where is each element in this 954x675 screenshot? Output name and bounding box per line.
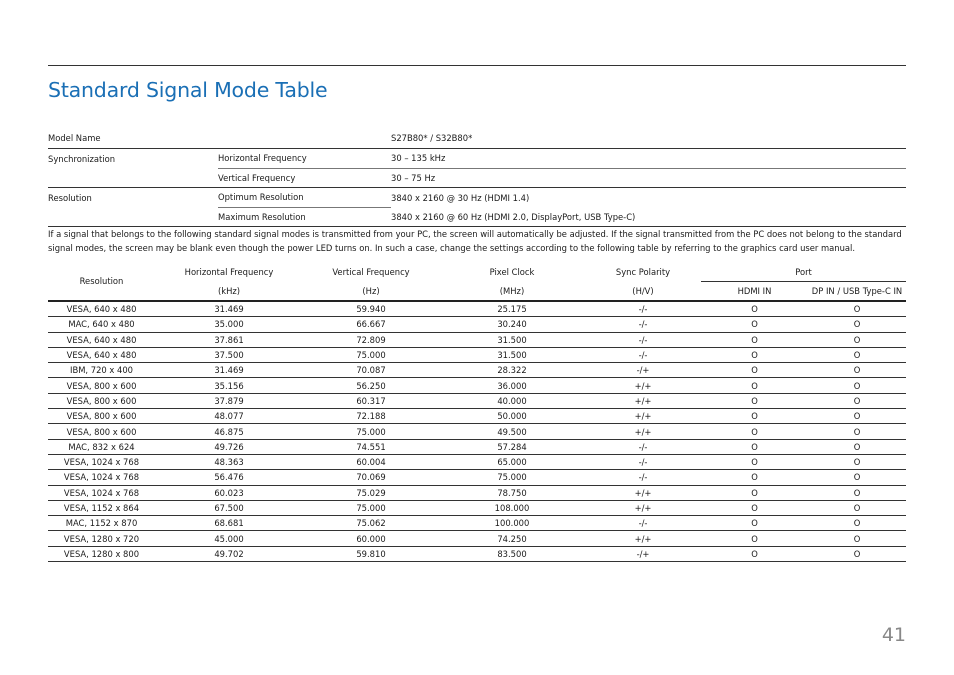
mode-rows [48,301,906,562]
resolution-cell: MAC, 832 x 624 [48,439,155,454]
sync-cell: -/- [585,332,701,347]
pixel-clock-cell: 83.500 [439,546,585,561]
hdmi-cell: O [701,485,808,500]
dp-cell: O [808,363,906,378]
h-freq-cell: 37.500 [155,347,303,362]
header-h-freq: Horizontal Frequency [184,266,274,277]
pixel-clock-cell: 50.000 [439,409,585,424]
h-freq-cell: 35.000 [155,317,303,332]
sync-cell: -/- [585,439,701,454]
dp-cell: O [808,546,906,561]
v-freq-cell: 59.940 [303,301,439,317]
table-row [48,332,906,347]
pixel-clock-cell: 40.000 [439,393,585,408]
pixel-clock-cell: 75.000 [439,470,585,485]
resolution-spacer [48,207,218,226]
pixel-clock-cell: 31.500 [439,347,585,362]
header-pixel-clock: Pixel Clock [489,266,535,277]
table-row [48,393,906,408]
table-row [48,470,906,485]
dp-cell: O [808,424,906,439]
dp-cell: O [808,332,906,347]
hdmi-cell: O [701,500,808,515]
sync-cell: -/- [585,317,701,332]
sync-cell: -/- [585,516,701,531]
header-sync-unit: (H/V) [632,285,654,296]
v-freq-cell: 74.551 [303,439,439,454]
sync-cell: +/+ [585,485,701,500]
hdmi-cell: O [701,378,808,393]
hdmi-cell: O [701,454,808,469]
table-row [48,500,906,515]
table-row [48,439,906,454]
v-freq-cell: 72.188 [303,409,439,424]
table-row [48,409,906,424]
pixel-clock-cell: 30.240 [439,317,585,332]
h-freq-row [48,149,906,169]
dp-cell: O [808,439,906,454]
table-row [48,347,906,362]
sync-cell: +/+ [585,378,701,393]
table-row [48,301,906,317]
v-freq-cell: 60.000 [303,531,439,546]
resolution-cell: VESA, 800 x 600 [48,378,155,393]
h-freq-cell: 48.077 [155,409,303,424]
resolution-cell: VESA, 1024 x 768 [48,454,155,469]
table-row [48,531,906,546]
dp-cell: O [808,516,906,531]
maximum-row [48,207,906,226]
h-freq-cell: 37.861 [155,332,303,347]
table-row [48,485,906,500]
signal-note: If a signal that belongs to the following standard signal modes is transmitted from your PC, the screen will automatically be adjusted. If the signal transmitted from the PC does not belong to the standard signal modes, the screen may be blank even though the power LED turns on. In such a case, change the settings according to the following table by referring to the graphics card user manual. [48,229,902,253]
dp-cell: O [808,500,906,515]
v-freq-label: Vertical Frequency [218,168,391,188]
pixel-clock-cell: 31.500 [439,332,585,347]
model-name-value: S27B80* / S32B80* [391,128,906,149]
model-name-spacer [218,128,391,149]
dp-cell: O [808,317,906,332]
header-h-freq-unit: (kHz) [217,285,241,296]
sync-cell: +/+ [585,393,701,408]
h-freq-cell: 45.000 [155,531,303,546]
h-freq-cell: 31.469 [155,301,303,317]
resolution-label: Resolution [48,192,92,203]
sync-cell: -/+ [585,546,701,561]
resolution-cell: VESA, 800 x 600 [48,393,155,408]
table-row [48,424,906,439]
v-freq-cell: 56.250 [303,378,439,393]
table-row [48,516,906,531]
sync-cell: +/+ [585,409,701,424]
pixel-clock-cell: 36.000 [439,378,585,393]
v-freq-cell: 60.004 [303,454,439,469]
pixel-clock-cell: 49.500 [439,424,585,439]
h-freq-cell: 31.469 [155,363,303,378]
h-freq-label: Horizontal Frequency [218,149,391,169]
maximum-value: 3840 x 2160 @ 60 Hz (HDMI 2.0, DisplayPort, USB Type-C) [391,207,906,226]
page-number: 41 [881,624,906,646]
v-freq-cell: 59.810 [303,546,439,561]
dp-cell: O [808,485,906,500]
v-freq-cell: 60.317 [303,393,439,408]
pixel-clock-cell: 57.284 [439,439,585,454]
hdmi-cell: O [701,363,808,378]
table-row [48,454,906,469]
resolution-cell: VESA, 1280 x 800 [48,546,155,561]
resolution-cell: VESA, 640 x 480 [48,301,155,317]
optimum-value: 3840 x 2160 @ 30 Hz (HDMI 1.4) [391,192,530,203]
h-freq-cell: 49.726 [155,439,303,454]
resolution-cell: MAC, 640 x 480 [48,317,155,332]
optimum-label: Optimum Resolution [218,188,391,208]
table-row [48,317,906,332]
model-row [48,128,906,149]
header-v-freq-unit: (Hz) [362,285,380,296]
header-row-1 [48,262,906,282]
hdmi-cell: O [701,332,808,347]
hdmi-cell: O [701,424,808,439]
h-freq-cell: 67.500 [155,500,303,515]
resolution-cell: MAC, 1152 x 870 [48,516,155,531]
dp-cell: O [808,393,906,408]
v-freq-cell: 70.087 [303,363,439,378]
table-row [48,546,906,561]
v-freq-row [48,168,906,188]
v-freq-cell: 75.000 [303,500,439,515]
resolution-cell: VESA, 1280 x 720 [48,531,155,546]
header-resolution: Resolution [79,276,124,286]
signal-mode-table [48,262,906,562]
sync-cell: -/- [585,454,701,469]
v-freq-cell: 75.062 [303,516,439,531]
v-freq-cell: 66.667 [303,317,439,332]
maximum-label: Maximum Resolution [218,207,391,226]
sync-cell: +/+ [585,531,701,546]
sync-cell: +/+ [585,500,701,515]
dp-cell: O [808,378,906,393]
h-freq-cell: 49.702 [155,546,303,561]
model-spec-table [48,128,906,227]
pixel-clock-cell: 74.250 [439,531,585,546]
v-freq-cell: 70.069 [303,470,439,485]
hdmi-cell: O [701,531,808,546]
dp-cell: O [808,531,906,546]
h-freq-value: 30 – 135 kHz [391,149,906,169]
dp-cell: O [808,409,906,424]
table-row [48,363,906,378]
v-freq-cell: 72.809 [303,332,439,347]
sync-label: Synchronization [48,153,116,164]
header-row-2 [48,282,906,302]
sync-cell: -/- [585,347,701,362]
dp-cell: O [808,470,906,485]
h-freq-cell: 48.363 [155,454,303,469]
h-freq-cell: 35.156 [155,378,303,393]
hdmi-cell: O [701,516,808,531]
sync-cell: +/+ [585,424,701,439]
resolution-cell: VESA, 1024 x 768 [48,485,155,500]
hdmi-cell: O [701,439,808,454]
table-row [48,378,906,393]
dp-cell: O [808,347,906,362]
hdmi-cell: O [701,546,808,561]
h-freq-cell: 68.681 [155,516,303,531]
resolution-cell: VESA, 640 x 480 [48,332,155,347]
dp-cell: O [808,454,906,469]
header-hdmi: HDMI IN [737,286,772,296]
resolution-cell: VESA, 1152 x 864 [48,500,155,515]
dp-cell: O [808,301,906,317]
sync-spacer [48,168,218,188]
hdmi-cell: O [701,470,808,485]
v-freq-cell: 75.000 [303,424,439,439]
page-title: Standard Signal Mode Table [48,78,328,102]
header-pixel-clock-unit: (MHz) [499,285,525,296]
sync-cell: -/- [585,470,701,485]
h-freq-cell: 37.879 [155,393,303,408]
v-freq-value: 30 – 75 Hz [391,168,906,188]
sync-cell: -/+ [585,363,701,378]
hdmi-cell: O [701,317,808,332]
h-freq-cell: 60.023 [155,485,303,500]
pixel-clock-cell: 108.000 [439,500,585,515]
top-rule [48,65,906,66]
resolution-cell: VESA, 640 x 480 [48,347,155,362]
h-freq-cell: 56.476 [155,470,303,485]
pixel-clock-cell: 25.175 [439,301,585,317]
pixel-clock-cell: 28.322 [439,363,585,378]
v-freq-cell: 75.000 [303,347,439,362]
resolution-cell: VESA, 800 x 600 [48,424,155,439]
h-freq-cell: 46.875 [155,424,303,439]
v-freq-cell: 75.029 [303,485,439,500]
model-name-label: Model Name [48,128,218,149]
hdmi-cell: O [701,347,808,362]
sync-cell: -/- [585,301,701,317]
hdmi-cell: O [701,409,808,424]
pixel-clock-cell: 100.000 [439,516,585,531]
header-v-freq: Vertical Frequency [332,266,410,277]
pixel-clock-cell: 78.750 [439,485,585,500]
resolution-cell: IBM, 720 x 400 [48,363,155,378]
hdmi-cell: O [701,393,808,408]
header-port: Port [701,262,906,282]
header-dp: DP IN / USB Type-C IN [811,286,903,296]
pixel-clock-cell: 65.000 [439,454,585,469]
resolution-cell: VESA, 1024 x 768 [48,470,155,485]
resolution-cell: VESA, 800 x 600 [48,409,155,424]
optimum-row [48,188,906,208]
header-sync: Sync Polarity [615,266,671,277]
hdmi-cell: O [701,301,808,317]
